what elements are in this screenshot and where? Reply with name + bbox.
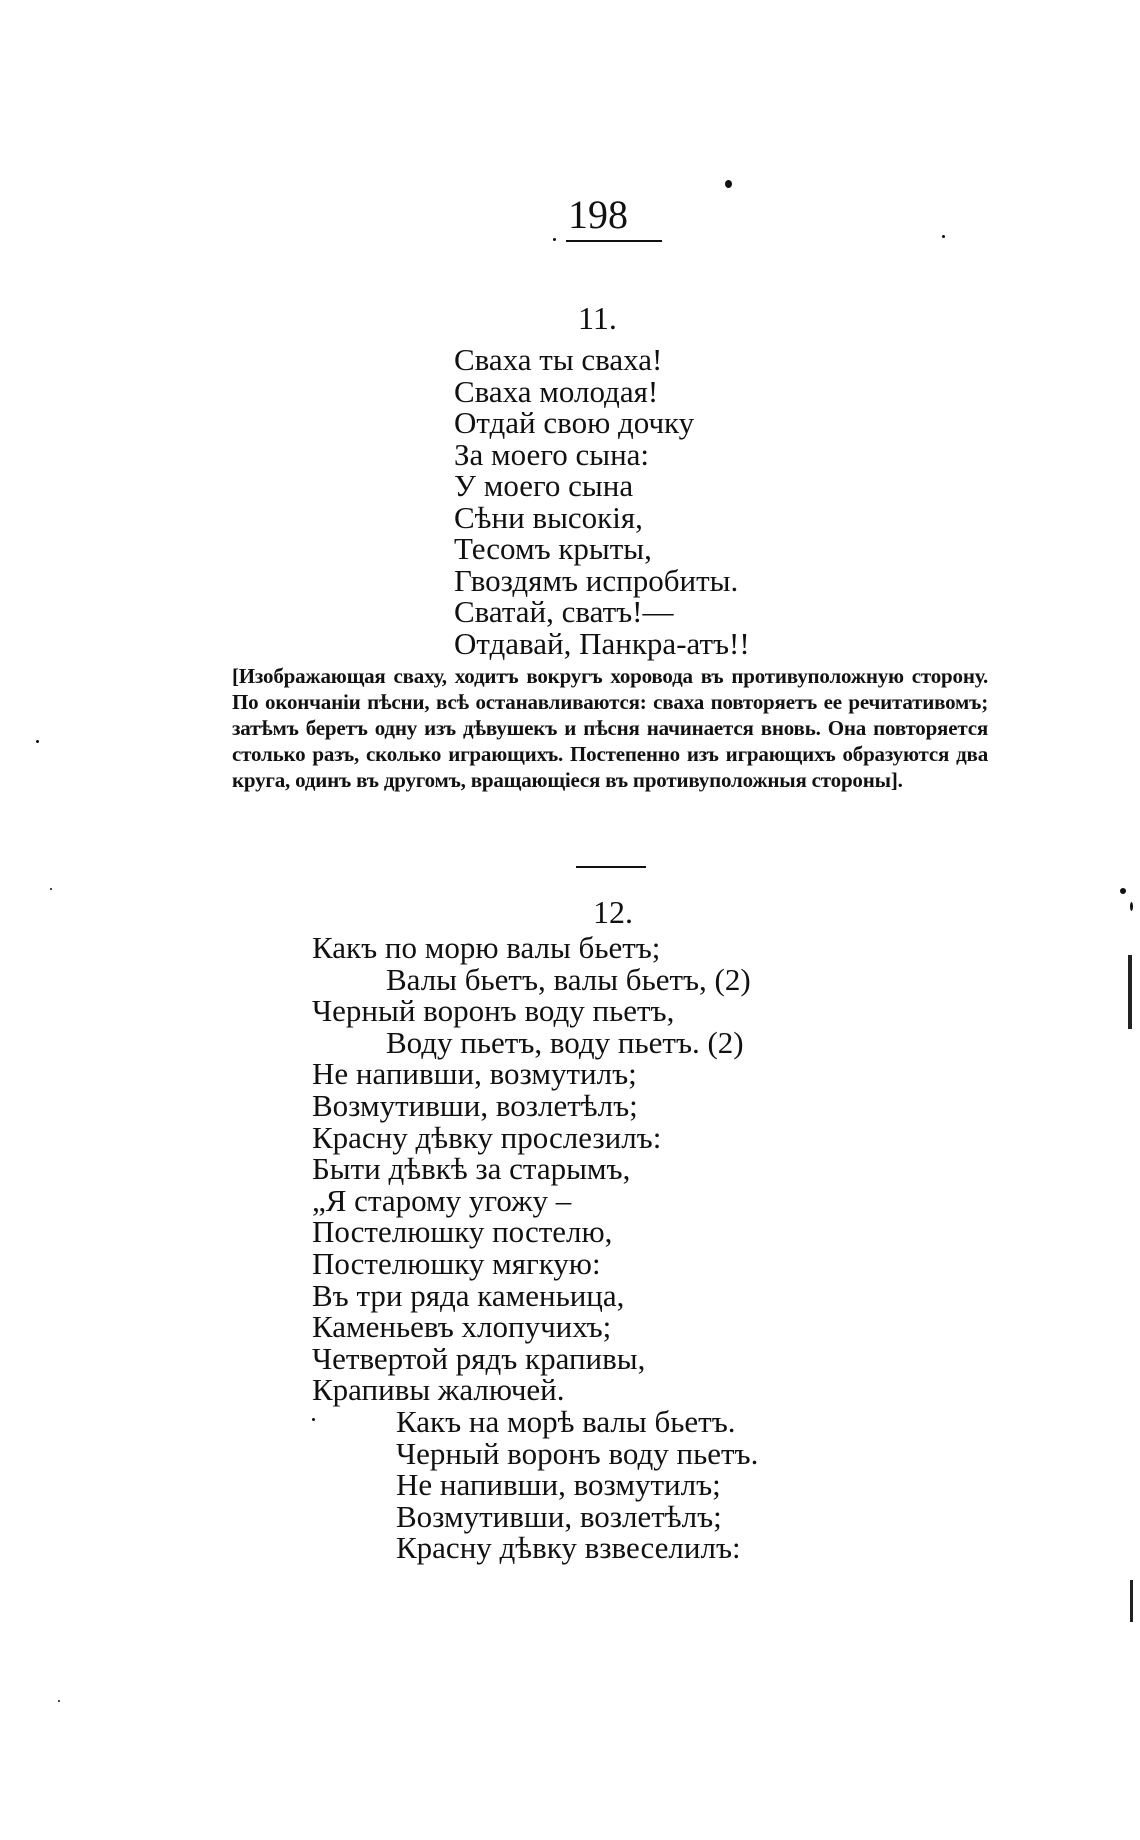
- verse-line: Тесомъ крыты,: [454, 531, 652, 566]
- verse-line: Сватай, сватъ!—: [454, 594, 674, 629]
- scan-speck: [36, 740, 39, 743]
- verse-refrain-line: Воду пьетъ, воду пьетъ. (2): [386, 1024, 744, 1060]
- poem-11: [454, 344, 750, 659]
- scan-edge-mark: [1128, 955, 1132, 1029]
- verse-line: Четвертой рядъ крапивы,: [312, 1340, 646, 1376]
- page-number-underline: [566, 240, 662, 242]
- page-number: 198: [568, 192, 628, 237]
- section-divider: [576, 866, 646, 868]
- section-number: 11.: [578, 300, 617, 336]
- verse-line: Сваха молодая!: [454, 373, 659, 409]
- verse-line: Въ три ряда каменьица,: [312, 1277, 625, 1313]
- verse-line: Постелюшку постелю,: [312, 1214, 613, 1250]
- scan-edge-mark: [1130, 1580, 1133, 1622]
- verse-line: Не напивши, возмутилъ;: [396, 1467, 721, 1503]
- scan-speck: [50, 888, 52, 890]
- verse-line: Отдавай, Панкра-атъ!!: [454, 625, 750, 661]
- verse-line: Какъ по морю валы бьетъ;: [312, 930, 661, 965]
- verse-line: Не напивши, возмутилъ;: [312, 1056, 637, 1092]
- verse-line: Какъ на морѣ валы бьетъ.: [396, 1403, 736, 1439]
- section-number: 12.: [593, 894, 633, 930]
- scan-speck: [553, 238, 556, 241]
- verse-line: Постелюшку мягкую:: [312, 1245, 601, 1281]
- verse-line: Красну дѣвку взвеселилъ:: [396, 1530, 741, 1566]
- stage-direction-note: [Изображающая сваху, ходитъ вокругъ хоровода въ противуположную сторону. По окончаніи пѣсни, всѣ останавливаются: сваха повторяетъ ее речитативомъ; затѣмъ беретъ одну изъ дѣвушекъ и пѣсня начинается вновь. Она повторяется столько разъ, сколько играющихъ. Постепенно изъ играющихъ образуются два круга, одинъ въ другомъ, вращающіеся въ противуположныя стороны].: [232, 664, 988, 792]
- verse-line: Красну дѣвку прослезилъ:: [312, 1119, 662, 1155]
- verse-line: Возмутивши, возлетѣлъ;: [312, 1087, 638, 1123]
- verse-line: Быти дѣвкѣ за старымъ,: [312, 1151, 631, 1187]
- verse-line: У моего сына: [454, 468, 634, 503]
- verse-line: Гвоздямъ испробиты.: [454, 562, 739, 598]
- verse-line: Отдай свою дочку: [454, 405, 695, 440]
- scan-speck: [1120, 888, 1126, 894]
- verse-line: Черный воронъ воду пьетъ.: [396, 1435, 759, 1471]
- verse-line: Черный воронъ воду пьетъ,: [312, 993, 675, 1029]
- verse-refrain-line: Валы бьетъ, валы бьетъ, (2): [386, 961, 751, 997]
- verse-line: Каменьевъ хлопучихъ;: [312, 1309, 612, 1345]
- scan-speck: [1130, 902, 1133, 911]
- scan-speck: [942, 235, 945, 238]
- scan-speck: [725, 180, 732, 188]
- verse-line: За моего сына:: [454, 436, 650, 472]
- poem-12: [312, 932, 758, 1564]
- verse-line: Крапивы жалючей.: [312, 1372, 565, 1408]
- verse-line: Сѣни высокія,: [454, 499, 643, 535]
- verse-line: „Я старому угожу –: [312, 1182, 572, 1218]
- scan-speck: [58, 1700, 60, 1702]
- verse-line: Сваха ты сваха!: [454, 342, 663, 377]
- verse-line: Возмутивши, возлетѣлъ;: [396, 1498, 722, 1534]
